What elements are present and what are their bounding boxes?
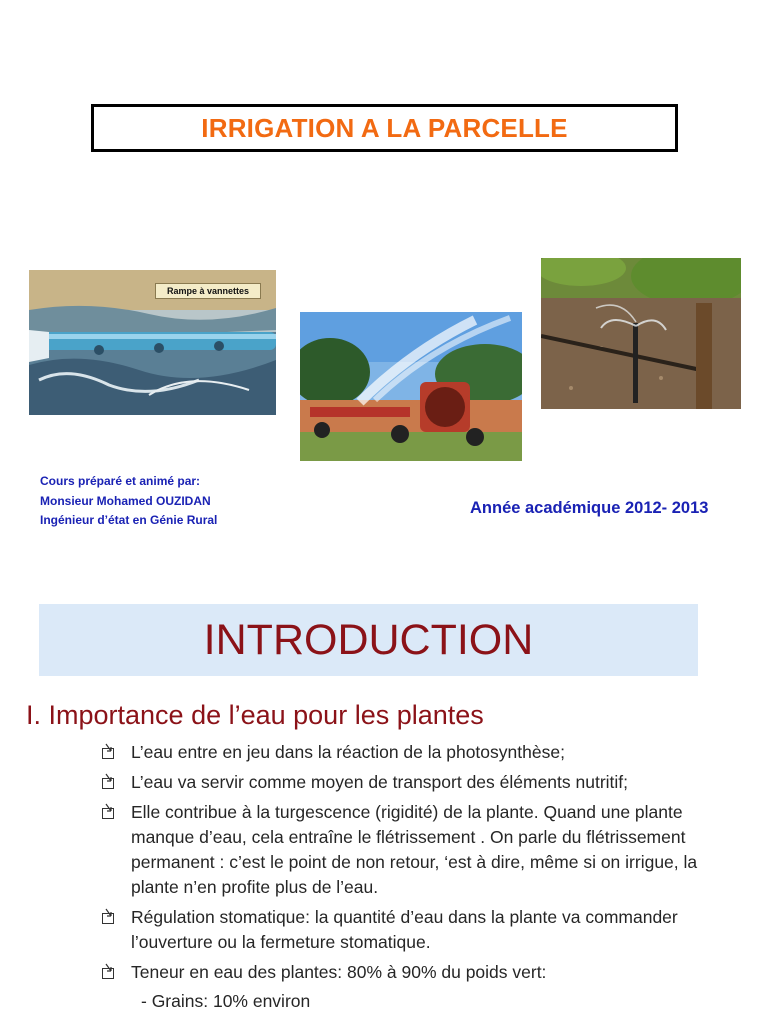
title-box (91, 104, 678, 152)
photo-canon-enrouleur (300, 312, 522, 461)
checkbox-arrow-icon (101, 773, 118, 790)
canon-illustration (300, 312, 522, 461)
list-item-text: Teneur en eau des plantes: 80% à 90% du poids vert: (131, 962, 547, 982)
sub-item: - Grains: 10% environ (141, 991, 311, 1011)
photo-asperseur (541, 258, 741, 409)
list-item (101, 740, 721, 765)
list-item-text: L’eau entre en jeu dans la réaction de la photosynthèse; (131, 742, 565, 762)
document-title: IRRIGATION A LA PARCELLE (201, 112, 568, 143)
list-item (101, 960, 721, 985)
academic-year: Année académique 2012- 2013 (470, 499, 709, 517)
bullet-list (101, 740, 721, 990)
checkbox-arrow-icon (101, 803, 118, 820)
credits-line3: Ingénieur d’état en Génie Rural (40, 513, 218, 527)
photo-rampe-vannettes (29, 270, 276, 415)
asperseur-illustration (541, 258, 741, 409)
checkbox-arrow-icon (101, 743, 118, 760)
intro-title: INTRODUCTION (203, 615, 534, 664)
credits-line1: Cours préparé et animé par: (40, 474, 201, 488)
list-item (101, 905, 721, 955)
list-item-text: L’eau va servir comme moyen de transport des éléments nutritif; (131, 772, 629, 792)
rampe-label: Rampe à vannettes (155, 283, 261, 299)
list-item-text: Elle contribue à la turgescence (rigidité) de la plante. Quand une plante manque d’eau, cela entraîne le flétrissement . On parle du flétrissement permanent : c’est le point de non retour, ‘est à dire, même si on irrigue, la plante n’en profite plus de l’eau. (131, 802, 698, 897)
intro-banner (39, 604, 698, 676)
section-heading: I. Importance de l’eau pour les plantes (26, 700, 484, 730)
checkbox-arrow-icon (101, 908, 118, 925)
list-item-text: Régulation stomatique: la quantité d’eau dans la plante va commander l’ouverture ou la fermeture stomatique. (131, 907, 678, 952)
checkbox-arrow-icon (101, 963, 118, 980)
credits-line2: Monsieur Mohamed OUZIDAN (40, 493, 211, 508)
credits-block (40, 472, 217, 531)
list-item (101, 800, 721, 900)
list-item (101, 770, 721, 795)
